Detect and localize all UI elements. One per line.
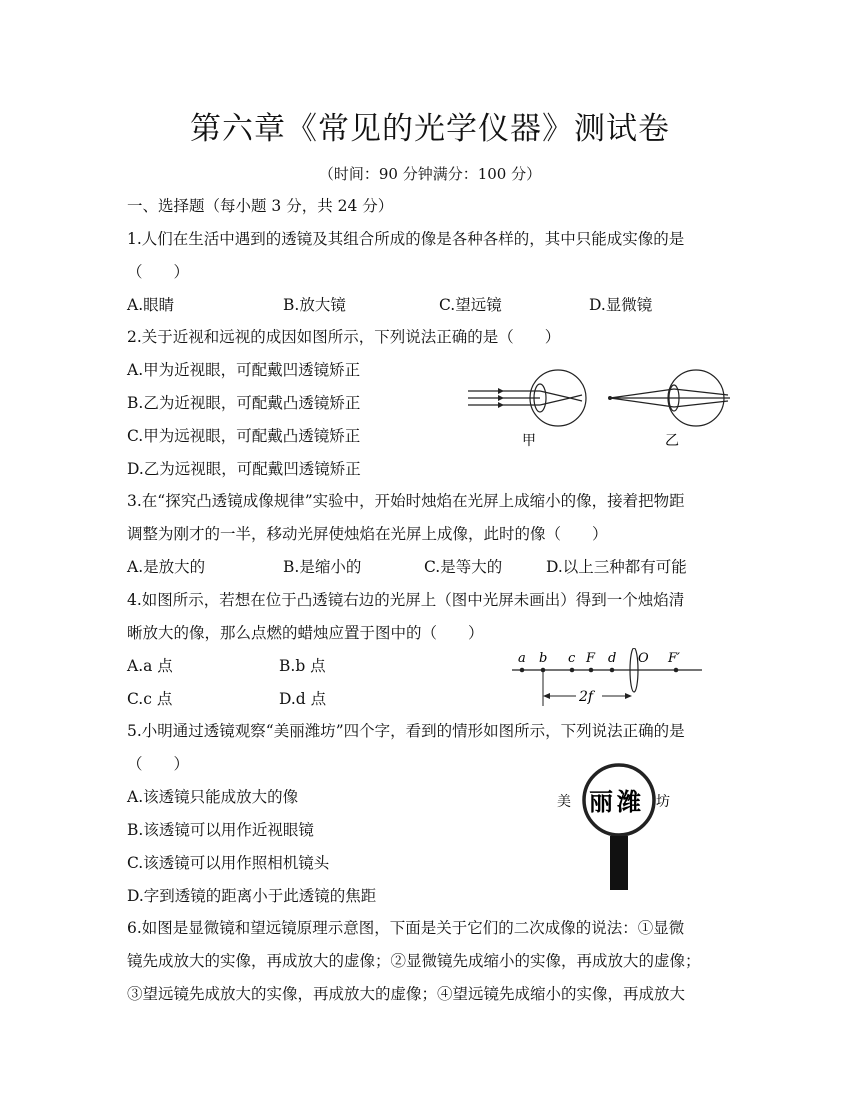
char-mid1-magnified: 丽	[589, 787, 613, 816]
q3-option-a: A.是放大的	[127, 558, 206, 576]
q6-line2: 镜先成放大的实像，再成放大的虚像；②显微镜先成缩小的实像，再成放大的虚像；	[127, 952, 701, 970]
q4-stem-line1: 4.如图所示，若想在位于凸透镜右边的光屏上（图中光屏未画出）得到一个烛焰清	[127, 591, 685, 609]
eye-diagram-left	[468, 370, 586, 426]
point-F	[589, 668, 594, 673]
section-heading: 一、选择题（每小题 3 分，共 24 分）	[127, 197, 394, 215]
lens-axis-figure	[506, 648, 706, 712]
magnifier-figure	[555, 760, 675, 892]
q6-line1: 6.如图是显微镜和望远镜原理示意图，下面是关于它们的二次成像的说法：①显微	[127, 919, 685, 937]
point-d	[610, 668, 615, 673]
q1-option-c: C.望远镜	[439, 296, 502, 314]
label-O: O	[638, 651, 649, 666]
label-d: d	[608, 651, 617, 666]
page-subtitle: （时间：90 分钟满分：100 分）	[318, 165, 542, 183]
q4-stem-line2: 晰放大的像，那么点燃的蜡烛应置于图中的（ ）	[127, 624, 484, 642]
q1-option-b: B.放大镜	[283, 296, 346, 314]
q3-option-c: C.是等大的	[424, 558, 503, 576]
q5-option-d: D.字到透镜的距离小于此透镜的焦距	[127, 887, 377, 905]
q3-option-d: D.以上三种都有可能	[546, 558, 687, 576]
q3-stem-line1: 3.在“探究凸透镜成像规律”实验中，开始时烛焰在光屏上成缩小的像，接着把物距	[127, 492, 685, 510]
q3-stem-line2: 调整为刚才的一半，移动光屏使烛焰在光屏上成像，此时的像（ ）	[127, 525, 608, 543]
q5-stem-line1: 5.小明通过透镜观察“美丽潍坊”四个字，看到的情形如图所示，下列说法正确的是	[127, 722, 685, 740]
label-2f: 2f	[579, 689, 594, 705]
q2-option-d: D.乙为远视眼，可配戴凹透镜矫正	[127, 460, 361, 478]
q1-stem-line2: （ ）	[127, 263, 190, 281]
eye-diagram-figure	[460, 365, 740, 457]
q1-stem-line1: 1.人们在生活中遇到的透镜及其组合所成的像是各种各样的，其中只能成实像的是	[127, 230, 685, 248]
char-mid2-magnified: 潍	[617, 787, 641, 816]
magnifier-handle	[610, 836, 628, 890]
char-left: 美	[557, 794, 571, 810]
label-b: b	[539, 651, 548, 666]
q4-option-b: B.b 点	[279, 657, 326, 675]
eye-label-right: 乙	[665, 433, 679, 449]
label-a: a	[518, 651, 526, 666]
q4-option-c: C.c 点	[127, 690, 173, 708]
q5-option-b: B.该透镜可以用作近视眼镜	[127, 821, 314, 839]
q2-option-b: B.乙为近视眼，可配戴凸透镜矫正	[127, 394, 361, 412]
page-title: 第六章《常见的光学仪器》测试卷	[190, 111, 670, 147]
label-F: F	[586, 651, 596, 666]
q3-option-b: B.是缩小的	[283, 558, 362, 576]
q6-line3: ③望远镜先成放大的实像，再成放大的虚像；④望远镜先成缩小的实像，再成放大	[127, 985, 686, 1003]
eye-label-left: 甲	[522, 433, 536, 449]
q1-option-d: D.显微镜	[589, 296, 653, 314]
point-c	[570, 668, 575, 673]
q4-option-a: A.a 点	[127, 657, 173, 675]
q2-option-c: C.甲为远视眼，可配戴凸透镜矫正	[127, 427, 361, 445]
char-right: 坊	[656, 794, 670, 810]
label-F-prime: F′	[668, 651, 680, 666]
q2-stem: 2.关于近视和远视的成因如图所示，下列说法正确的是（ ）	[127, 328, 561, 346]
q4-option-d: D.d 点	[279, 690, 327, 708]
q1-option-a: A.眼睛	[127, 296, 175, 314]
q2-option-a: A.甲为近视眼，可配戴凹透镜矫正	[127, 361, 361, 379]
q5-stem-line2: （ ）	[127, 755, 190, 773]
label-c: c	[568, 651, 576, 666]
point-F-prime	[674, 668, 679, 673]
q5-option-a: A.该透镜只能成放大的像	[127, 788, 299, 806]
eye-diagram-right	[610, 370, 730, 426]
q5-option-c: C.该透镜可以用作照相机镜头	[127, 854, 330, 872]
point-a	[520, 668, 525, 673]
